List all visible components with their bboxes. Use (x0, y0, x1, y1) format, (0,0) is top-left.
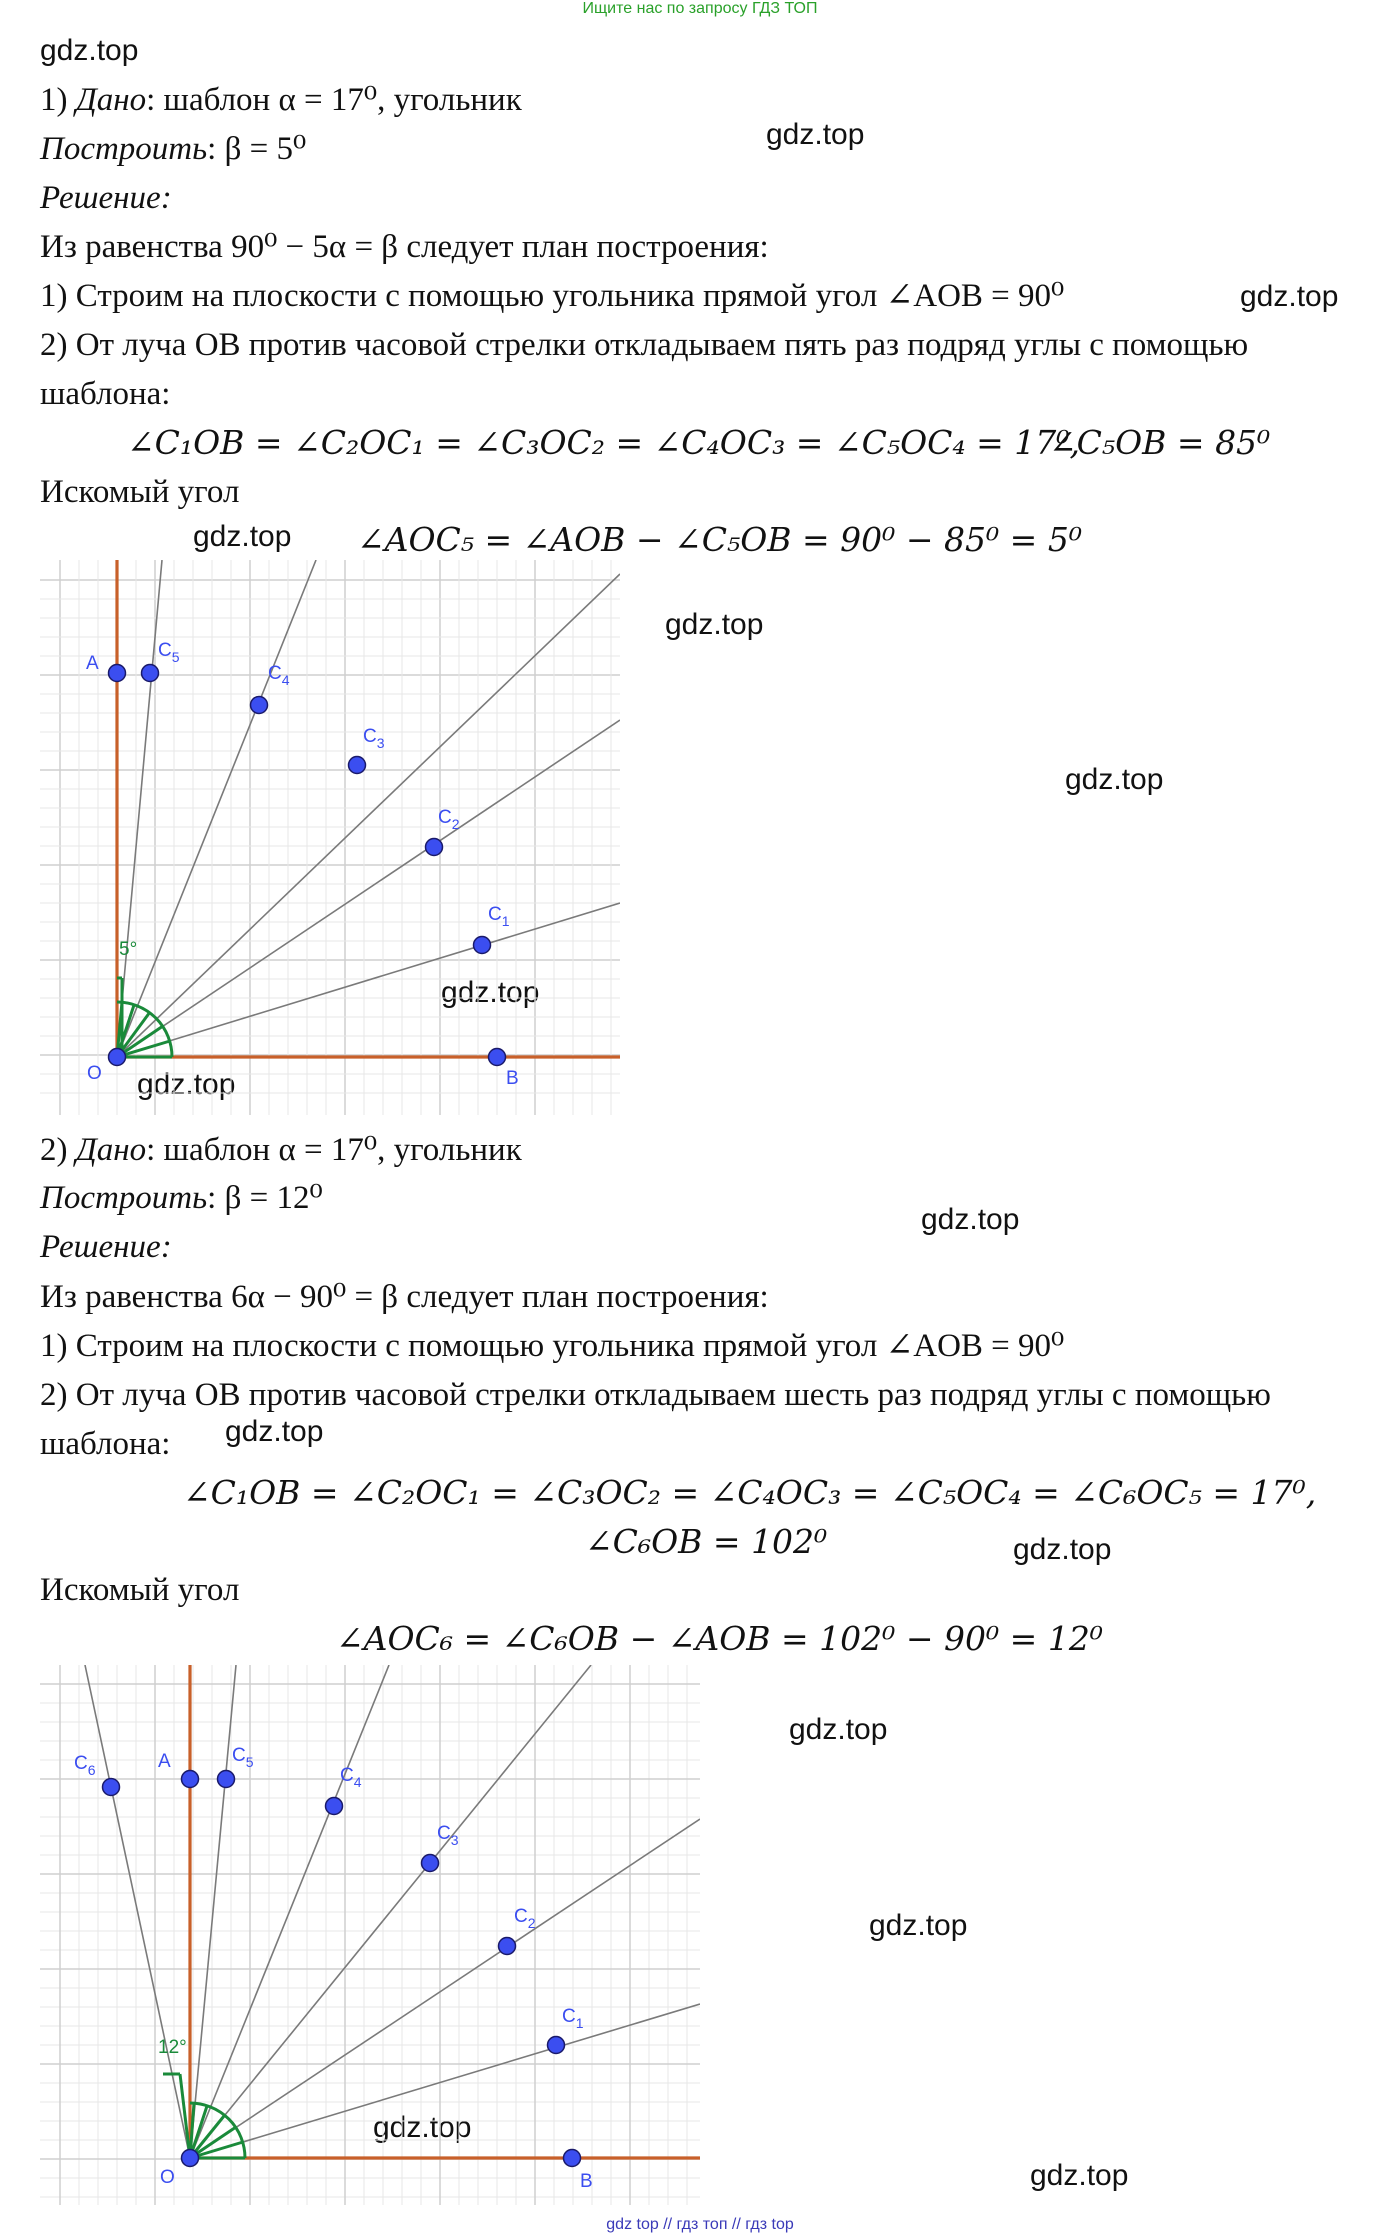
part1-given: 1) Дано: шаблон α = 17⁰, угольник (40, 82, 522, 118)
given-text: : шаблон α = 17⁰, угольник (146, 82, 522, 118)
search-hint: Ищите нас по запросу ГДЗ ТОП (582, 0, 818, 17)
watermark: gdz.top (665, 608, 764, 641)
part2-plan: Из равенства 6α − 90⁰ = β следует план построения: (40, 1279, 769, 1315)
part2-result-label: Искомый угол (40, 1572, 240, 1608)
angle-label: 12° (158, 2037, 187, 2058)
label-c4: $C_4$ (268, 663, 290, 688)
part2-given: 2) Дано: шаблон α = 17⁰, угольник (40, 1132, 522, 1168)
given-label: Дано (75, 82, 147, 118)
watermark: gdz.top (1030, 2159, 1129, 2192)
watermark: gdz.top (789, 1713, 888, 1746)
build-label: Построить (40, 131, 208, 167)
construction-diagram-2 (40, 1665, 700, 2205)
part2-solution-label: Решение: (40, 1229, 172, 1265)
watermark: gdz.top (1013, 1533, 1112, 1566)
grid (40, 1665, 700, 2205)
label-c5: $C_5$ (232, 1745, 254, 1770)
watermark: gdz.top (225, 1415, 324, 1448)
point-c5 (142, 665, 159, 682)
label-c2: $C_2$ (438, 807, 460, 832)
ray-c3 (117, 574, 620, 1057)
part2-formula2: ∠C₆OB = 102⁰ (585, 1522, 828, 1561)
point-c3 (422, 1855, 439, 1872)
label-c3: $C_3$ (363, 726, 385, 751)
part2-build (40, 1178, 323, 1218)
point-o (109, 1049, 126, 1066)
point-b (564, 2150, 581, 2167)
part1-solution-label: Решение: (40, 180, 172, 216)
point-b (489, 1049, 506, 1066)
point-c2 (426, 839, 443, 856)
watermark: gdz.top (1240, 280, 1339, 313)
build-text: : β = 12⁰ (207, 1180, 323, 1216)
watermark: gdz.top (137, 1068, 236, 1101)
label-c5: $C_5$ (158, 640, 180, 665)
ray-c1 (190, 2004, 700, 2158)
part1-build (40, 129, 306, 169)
given-text: : шаблон α = 17⁰, угольник (146, 1132, 522, 1168)
part2-formula: ∠C₁OB = ∠C₂OC₁ = ∠C₃OC₂ = ∠C₄OC₃ = ∠C₅OC₄ = ∠C₆OC₅ = 17⁰, (183, 1473, 1317, 1512)
label-a: A (158, 1751, 171, 1772)
footer-links[interactable]: gdz top // гдз топ // гдз top (606, 2216, 794, 2233)
label-c1: $C_1$ (562, 2006, 584, 2031)
label-b: B (580, 2171, 593, 2192)
part1-step2-cont: шаблона: (40, 376, 171, 412)
watermark: gdz.top (441, 976, 540, 1009)
label-c4: $C_4$ (340, 1765, 362, 1790)
build-label: Построить (40, 1180, 208, 1216)
ray-c1 (117, 903, 620, 1057)
part2-result: ∠AOC₆ = ∠C₆OB − ∠AOB = 102⁰ − 90⁰ = 12⁰ (336, 1619, 1104, 1658)
build-text: : β = 5⁰ (207, 131, 307, 167)
watermark: gdz.top (373, 2111, 472, 2144)
point-c4 (251, 697, 268, 714)
watermark: gdz.top (1065, 763, 1164, 796)
label-b: B (506, 1068, 519, 1089)
part2-step1: 1) Строим на плоскости с помощью угольника прямой угол ∠AOB = 90⁰ (40, 1328, 1065, 1364)
part1-step1: 1) Строим на плоскости с помощью угольника прямой угол ∠AOB = 90⁰ (40, 278, 1065, 314)
part1-plan: Из равенства 90⁰ − 5α = β следует план построения: (40, 229, 769, 265)
part2-step2-cont: шаблона: (40, 1426, 171, 1462)
watermark: gdz.top (766, 118, 865, 151)
given-label: Дано (75, 1132, 147, 1168)
part2-step2: 2) От луча OB против часовой стрелки откладываем шесть раз подряд углы с помощью (40, 1377, 1271, 1413)
watermark: gdz.top (40, 34, 139, 67)
watermark: gdz.top (869, 1909, 968, 1942)
watermark: gdz.top (921, 1203, 1020, 1236)
point-c3 (349, 757, 366, 774)
point-c1 (548, 2037, 565, 2054)
label-c6: $C_6$ (74, 1753, 96, 1778)
point-c4 (326, 1798, 343, 1815)
part1-result-label: Искомый угол (40, 474, 240, 510)
part1-step2: 2) От луча OB против часовой стрелки откладываем пять раз подряд углы с помощью (40, 327, 1249, 363)
point-c1 (474, 937, 491, 954)
label-o: O (87, 1063, 102, 1084)
angle-label: 5° (119, 939, 138, 960)
label-c2: $C_2$ (514, 1906, 536, 1931)
point-a (109, 665, 126, 682)
label-o: O (160, 2167, 175, 2188)
label-c1: $C_1$ (488, 904, 510, 929)
part1-formula2: ∠C₅OB = 85⁰ (1049, 423, 1271, 462)
construction-diagram-1 (40, 560, 620, 1115)
label-c3: $C_3$ (437, 1823, 459, 1848)
point-c6 (103, 1779, 120, 1796)
watermark: gdz.top (193, 520, 292, 553)
part1-result: ∠AOC₅ = ∠AOB − ∠C₅OB = 90⁰ − 85⁰ = 5⁰ (357, 520, 1083, 559)
point-o (182, 2150, 199, 2167)
label-a: A (86, 653, 99, 674)
point-a (182, 1771, 199, 1788)
point-c5 (218, 1771, 235, 1788)
part1-formula: ∠C₁OB = ∠C₂OC₁ = ∠C₃OC₂ = ∠C₄OC₃ = ∠C₅OC₄ = 17⁰, (127, 423, 1080, 462)
point-c2 (499, 1938, 516, 1955)
